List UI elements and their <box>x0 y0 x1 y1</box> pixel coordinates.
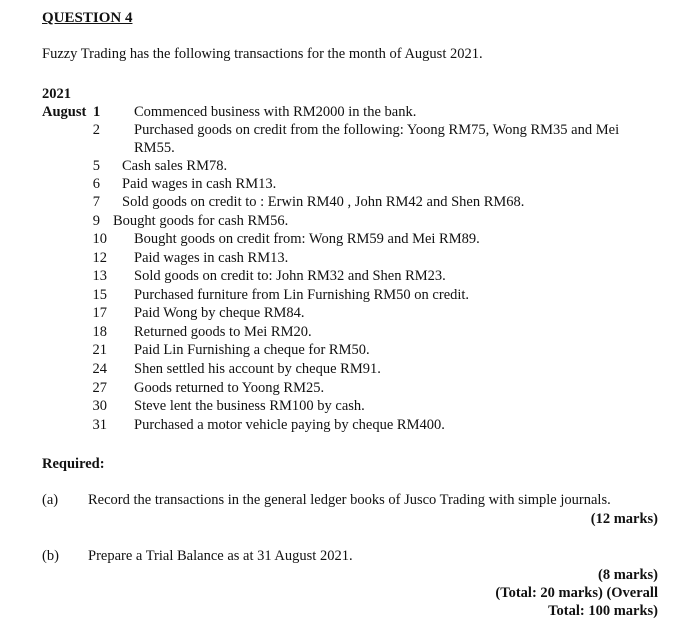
transaction-text: Paid Lin Furnishing a cheque for RM50. <box>134 342 370 358</box>
transaction-day: 9 <box>92 213 100 229</box>
transaction-day: 12 <box>92 250 107 266</box>
transaction-text: Paid wages in cash RM13. <box>134 250 289 266</box>
transaction-day: 31 <box>92 417 107 433</box>
transaction-text: Goods returned to Yoong RM25. <box>134 380 325 396</box>
transaction-text: Purchased goods on credit from the following: Yoong RM75, Wong RM35 and Mei <box>134 122 620 138</box>
transaction-text: Commenced business with RM2000 in the bank. <box>134 104 417 120</box>
part-a-label: (a) <box>42 492 59 508</box>
transaction-text: Purchased furniture from Lin Furnishing RM50 on credit. <box>134 287 470 303</box>
part-b-marks: (8 marks) <box>597 567 658 583</box>
transaction-day: 6 <box>92 176 100 192</box>
transaction-text: Shen settled his account by cheque RM91. <box>134 361 381 377</box>
total-marks-line1: (Total: 20 marks) (Overall <box>495 585 658 601</box>
transaction-text: Cash sales RM78. <box>122 158 228 174</box>
transaction-day: 18 <box>92 324 107 340</box>
transaction-day: 7 <box>92 194 100 210</box>
transaction-day: 21 <box>92 342 107 358</box>
transaction-text: Sold goods on credit to : Erwin RM40 , John RM42 and Shen RM68. <box>122 194 525 210</box>
transaction-text: Bought goods for cash RM56. <box>113 213 289 229</box>
intro-text: Fuzzy Trading has the following transactions for the month of August 2021. <box>42 46 483 62</box>
transaction-day: 17 <box>92 305 107 321</box>
transaction-day: 1 <box>93 104 101 120</box>
month-label: August <box>42 104 87 120</box>
transaction-day: 15 <box>92 287 107 303</box>
transaction-text-continued: RM55. <box>134 140 175 156</box>
part-b-label: (b) <box>42 548 59 564</box>
part-a-text: Record the transactions in the general ledger books of Jusco Trading with simple journals. <box>88 492 611 508</box>
transaction-day: 2 <box>92 122 100 138</box>
transaction-text: Bought goods on credit from: Wong RM59 and Mei RM89. <box>134 231 480 247</box>
transaction-text: Returned goods to Mei RM20. <box>134 324 312 340</box>
transaction-day: 13 <box>92 268 107 284</box>
transaction-day: 10 <box>92 231 107 247</box>
total-marks-line2: Total: 100 marks) <box>548 603 658 619</box>
transaction-text: Paid wages in cash RM13. <box>122 176 277 192</box>
transaction-day: 24 <box>92 361 107 377</box>
question-title: QUESTION 4 <box>42 10 133 26</box>
transaction-day: 5 <box>92 158 100 174</box>
transaction-text: Paid Wong by cheque RM84. <box>134 305 305 321</box>
transaction-day: 30 <box>92 398 107 414</box>
part-a-marks: (12 marks) <box>590 511 658 527</box>
transaction-text: Steve lent the business RM100 by cash. <box>134 398 365 414</box>
year-label: 2021 <box>42 86 71 102</box>
part-b-text: Prepare a Trial Balance as at 31 August 2021. <box>88 548 353 564</box>
transaction-day: 27 <box>92 380 107 396</box>
transaction-text: Sold goods on credit to: John RM32 and Shen RM23. <box>134 268 446 284</box>
required-heading: Required: <box>42 456 105 472</box>
transaction-text: Purchased a motor vehicle paying by cheque RM400. <box>134 417 445 433</box>
